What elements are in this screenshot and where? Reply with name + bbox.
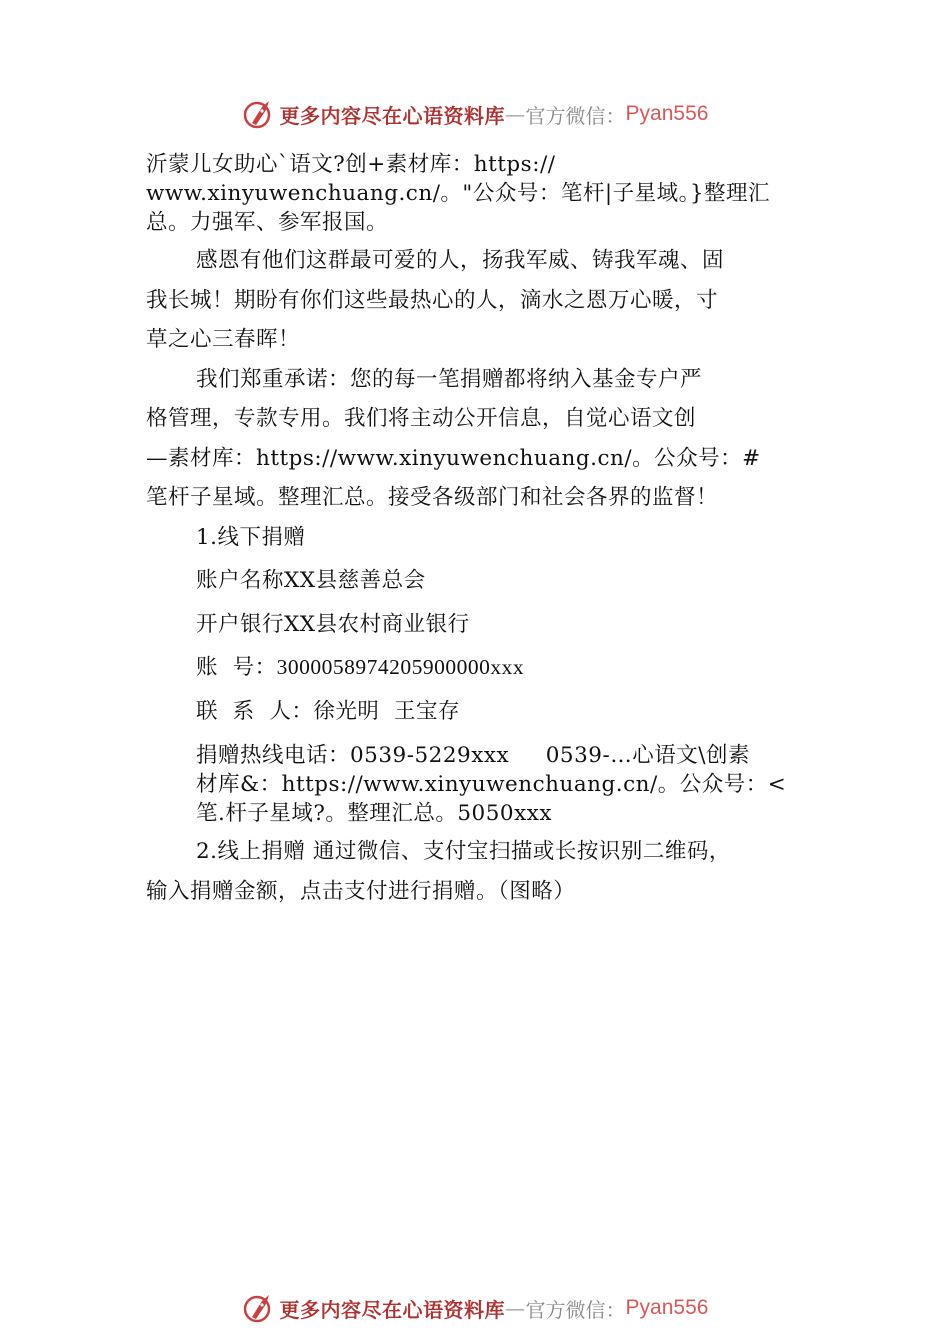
- text-line: 捐赠热线电话：0539-5229xxx 0539-…心语文\创素: [196, 743, 750, 768]
- text-line: 沂蒙儿女助心`语文?创+素材库：https://: [146, 152, 556, 177]
- header-banner: [0, 94, 950, 134]
- text-line: 笔杆子星域。整理汇总。接受各级部门和社会各界的监督！: [146, 485, 719, 510]
- text-line: 输入捐赠金额，点击支付进行捐赠。（图略）: [146, 878, 576, 904]
- paragraph-online: [146, 832, 818, 911]
- account-number-line: [146, 648, 818, 688]
- banner-wechat-label: 官方微信：: [525, 103, 626, 128]
- bank-name: 开户银行XX县农村商业银行: [196, 611, 470, 637]
- pen-nib-logo-icon: [242, 1291, 276, 1325]
- banner-title: 更多内容尽在心语资料库: [279, 1297, 506, 1322]
- text-line: 格管理，专款专用。我们将主动公开信息，自觉心语文创: [146, 406, 697, 431]
- text-line: 草之心三春晖！: [146, 327, 301, 352]
- banner-wechat-id: Pyan556: [625, 102, 709, 125]
- account-label: 账 号：: [196, 655, 277, 680]
- text-line: 感恩有他们这群最可爱的人，扬我军威、铸我军魂、固: [196, 248, 725, 273]
- text-line: 我们郑重承诺：您的每一笔捐赠都将纳入基金专户严: [196, 366, 703, 392]
- text-line: 我长城！期盼有你们这些最热心的人，滴水之恩万心暖，寸: [146, 287, 719, 313]
- paragraph-intro: [146, 150, 818, 237]
- banner-wechat-label: 官方微信：: [525, 1297, 626, 1322]
- paragraph-promise: [146, 360, 818, 518]
- banner-title: 更多内容尽在心语资料库: [279, 103, 506, 128]
- contact-person: 联 系 人：徐光明 王宝存: [196, 698, 461, 724]
- footer-banner: [0, 1288, 950, 1328]
- paragraph-gratitude: [146, 241, 818, 360]
- text-line: 总。力强军、参军报国。: [146, 210, 389, 235]
- banner-dash: —: [505, 1296, 526, 1320]
- document-body: [146, 150, 818, 911]
- text-line: 笔.杆子星域?。整理汇总。5050xxx: [196, 801, 552, 826]
- text-line: www.xinyuwenchuang.cn/。"公众号：笔杆|子星域。}整理汇: [146, 181, 771, 206]
- hotline-block: [146, 741, 818, 828]
- pen-nib-logo-icon: [242, 97, 276, 131]
- text-line: 材库&：https://www.xinyuwenchuang.cn/。公众号：<: [196, 772, 787, 797]
- offline-heading: 1.线下捐赠: [196, 524, 306, 550]
- text-line: 2.线上捐赠 通过微信、支付宝扫描或长按识别二维码，: [196, 839, 731, 864]
- banner-wechat-id: Pyan556: [625, 1296, 709, 1319]
- banner-dash: —: [505, 102, 526, 126]
- text-line: —素材库：https://www.xinyuwenchuang.cn/。公众号：#: [146, 445, 761, 471]
- account-name: 账户名称XX县慈善总会: [196, 568, 426, 593]
- account-number: 3000058974205900000xxx: [276, 655, 525, 679]
